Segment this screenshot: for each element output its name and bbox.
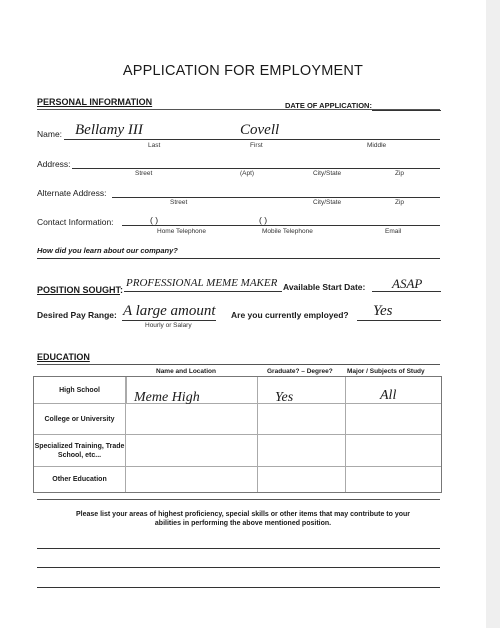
start-date-field-line: [372, 291, 441, 292]
email-caption: Email: [385, 228, 402, 235]
address-field[interactable]: [72, 168, 440, 169]
name-first-value[interactable]: Covell: [240, 122, 280, 138]
mobile-phone-paren: ( ): [259, 215, 268, 225]
desired-pay-field-line: [122, 320, 216, 321]
column-divider: [345, 435, 346, 466]
column-divider: [257, 467, 258, 492]
home-phone-paren: ( ): [150, 215, 159, 225]
mobile-tel-caption: Mobile Telephone: [262, 228, 313, 235]
page-edge-strip: [486, 0, 500, 628]
position-colon: :: [120, 285, 124, 295]
learn-about-company-field[interactable]: [37, 258, 440, 259]
position-field-line: [124, 291, 282, 292]
name-last-value[interactable]: Bellamy III: [75, 122, 143, 138]
date-of-application-field[interactable]: [372, 110, 441, 111]
address-apt-caption: (Apt): [240, 170, 255, 177]
column-divider: [257, 377, 258, 403]
alt-zip-caption: Zip: [395, 199, 405, 206]
row-label: Other Education: [34, 467, 126, 492]
currently-employed-field-line: [357, 320, 441, 321]
skills-line[interactable]: [37, 587, 440, 588]
contact-label: Contact Information:: [37, 217, 114, 227]
currently-employed-value[interactable]: Yes: [373, 303, 393, 319]
address-zip-caption: Zip: [395, 170, 405, 177]
column-divider: [126, 377, 127, 403]
alt-city-caption: City/State: [313, 199, 342, 206]
start-date-value[interactable]: ASAP: [392, 276, 423, 291]
address-street-caption: Street: [135, 170, 153, 177]
table-row: [34, 404, 441, 435]
high-school-major[interactable]: All: [380, 388, 397, 403]
address-city-caption: City/State: [313, 170, 342, 177]
available-start-date-label: Available Start Date:: [283, 282, 366, 292]
personal-info-heading: PERSONAL INFORMATION: [37, 97, 153, 107]
form-title: APPLICATION FOR EMPLOYMENT: [122, 63, 364, 79]
col-name-location: Name and Location: [156, 368, 216, 375]
desired-pay-label: Desired Pay Range:: [37, 310, 117, 320]
name-first-caption: First: [250, 142, 263, 149]
table-row: [34, 377, 441, 404]
name-label: Name:: [37, 129, 63, 139]
education-table: [33, 376, 442, 493]
contact-field[interactable]: [122, 225, 440, 226]
skills-line[interactable]: [37, 548, 440, 549]
date-of-application-label: DATE OF APPLICATION:: [285, 101, 372, 110]
skills-prompt-line2: abilities in performing the above mentioned position.: [154, 520, 332, 527]
skills-line[interactable]: [37, 567, 440, 568]
column-divider: [345, 377, 346, 403]
section-rule: [37, 499, 440, 500]
table-row: [34, 435, 441, 467]
alt-street-caption: Street: [170, 199, 188, 206]
row-label: High School: [34, 377, 126, 403]
column-divider: [345, 404, 346, 434]
col-graduate-degree: Graduate? – Degree?: [267, 368, 333, 375]
skills-prompt-line1: Please list your areas of highest proficiency, special skills or other items that may contribute to your: [75, 511, 411, 518]
pay-sub-caption: Hourly or Salary: [145, 322, 192, 329]
learn-about-company-label: How did you learn about our company?: [37, 246, 178, 255]
address-label: Address:: [37, 159, 71, 169]
position-row: [37, 280, 123, 298]
position-value[interactable]: PROFESSIONAL MEME MAKER: [126, 277, 278, 289]
desired-pay-value[interactable]: A large amount: [123, 303, 216, 319]
column-divider: [345, 467, 346, 492]
column-divider: [257, 435, 258, 466]
alt-address-label: Alternate Address:: [37, 188, 107, 198]
name-last-caption: Last: [148, 142, 161, 149]
high-school-graduate[interactable]: Yes: [275, 390, 294, 405]
education-heading: EDUCATION: [37, 352, 90, 362]
column-divider: [257, 404, 258, 434]
row-label: College or University: [34, 404, 126, 434]
currently-employed-label: Are you currently employed?: [231, 310, 349, 320]
row-label: Specialized Training, Trade School, etc...: [34, 435, 126, 466]
name-field-line: [64, 139, 440, 140]
home-tel-caption: Home Telephone: [157, 228, 207, 235]
section-rule: [37, 364, 440, 365]
name-middle-caption: Middle: [367, 142, 387, 149]
alt-address-field[interactable]: [112, 197, 440, 198]
col-major: Major / Subjects of Study: [347, 368, 425, 375]
position-sought-label: POSITION SOUGHT: [37, 285, 121, 295]
table-row: [34, 467, 441, 492]
high-school-name[interactable]: Meme High: [134, 390, 200, 405]
